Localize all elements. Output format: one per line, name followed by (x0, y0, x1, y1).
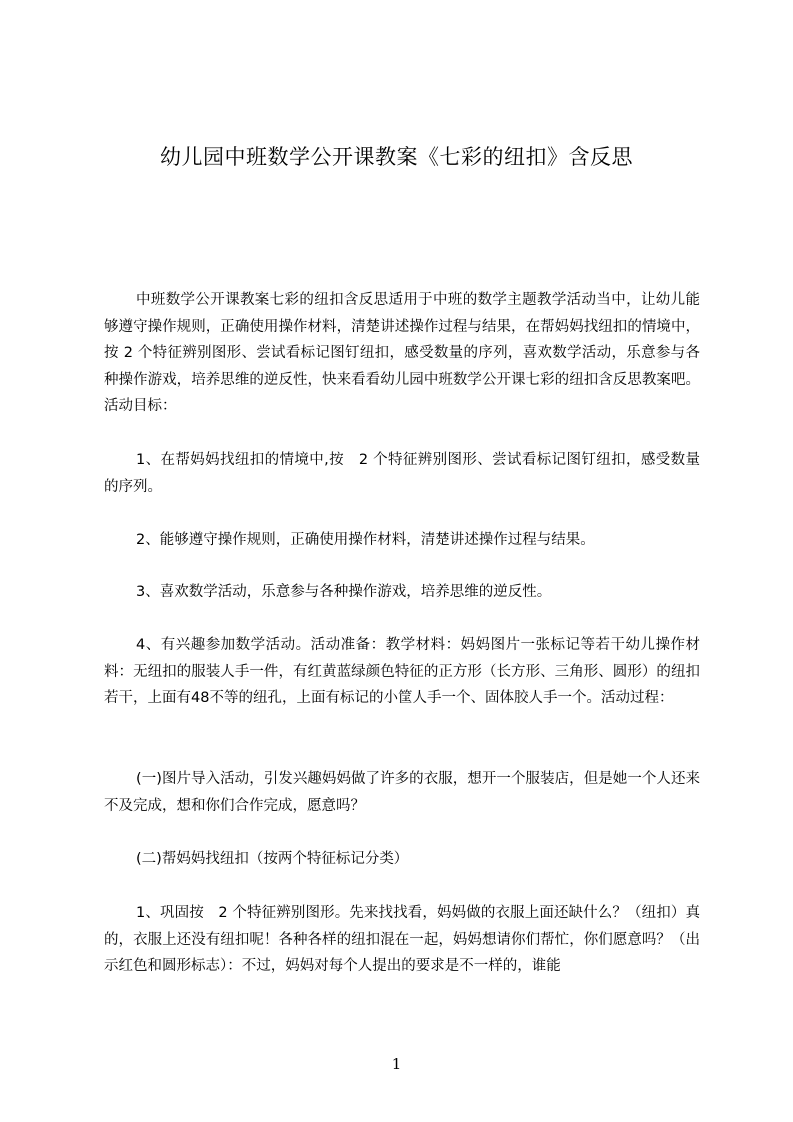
process-paragraph-1: (一)图片导入活动，引发兴趣妈妈做了许多的衣服，想开一个服装店，但是她一个人还来不及完成，想和你们合作完成，愿意吗？ (104, 771, 700, 814)
goal-paragraph-3: 3、喜欢数学活动，乐意参与各种操作游戏，培养思维的逆反性。 (136, 584, 552, 600)
goal-paragraph-4: 4、有兴趣参加数学活动。活动准备：教学材料：妈妈图片一张标记等若干幼儿操作材料：无纽扣的服装人手一件，有红黄蓝绿颜色特征的正方形（长方形、三角形、圆形）的纽扣若干，上面有48不等的纽孔，上面有标记的小筐人手一个、固体胶人手一个。活动过程： (104, 637, 700, 706)
process-heading-2: (二)帮妈妈找纽扣（按两个特征标记分类） (136, 851, 409, 867)
document-title: 幼儿园中班数学公开课教案《七彩的纽扣》含反思 (160, 145, 633, 169)
goal-paragraph-1: 1、在帮妈妈找纽扣的情境中,按 2 个特征辨别图形、尝试看标记图钉纽扣，感受数量的序列。 (104, 452, 700, 495)
page-number: 1 (391, 1055, 402, 1073)
goal-paragraph-2: 2、能够遵守操作规则，正确使用操作材料，清楚讲述操作过程与结果。 (136, 532, 595, 548)
intro-paragraph: 中班数学公开课教案七彩的纽扣含反思适用于中班的数学主题教学活动当中，让幼儿能够遵守操作规则，正确使用操作材料，清楚讲述操作过程与结果，在帮妈妈找纽扣的情境中，按 2 个特征辨别图形、尝试看标记图钉纽扣，感受数量的序列，喜欢数学活动，乐意参与各种操作游戏，培养思维的逆反性，快来看看幼儿园中班数学公开课七彩的纽扣含反思教案吧。活动目标： (104, 292, 700, 414)
process-paragraph-2: 1、巩固按 2 个特征辨别图形。先来找找看，妈妈做的衣服上面还缺什么？（纽扣）真的，衣服上还没有纽扣呢！各种各样的纽扣混在一起，妈妈想请你们帮忙，你们愿意吗？（出示红色和圆形标志）：不过，妈妈对每个人提出的要求是不一样的，谁能 (104, 905, 700, 974)
